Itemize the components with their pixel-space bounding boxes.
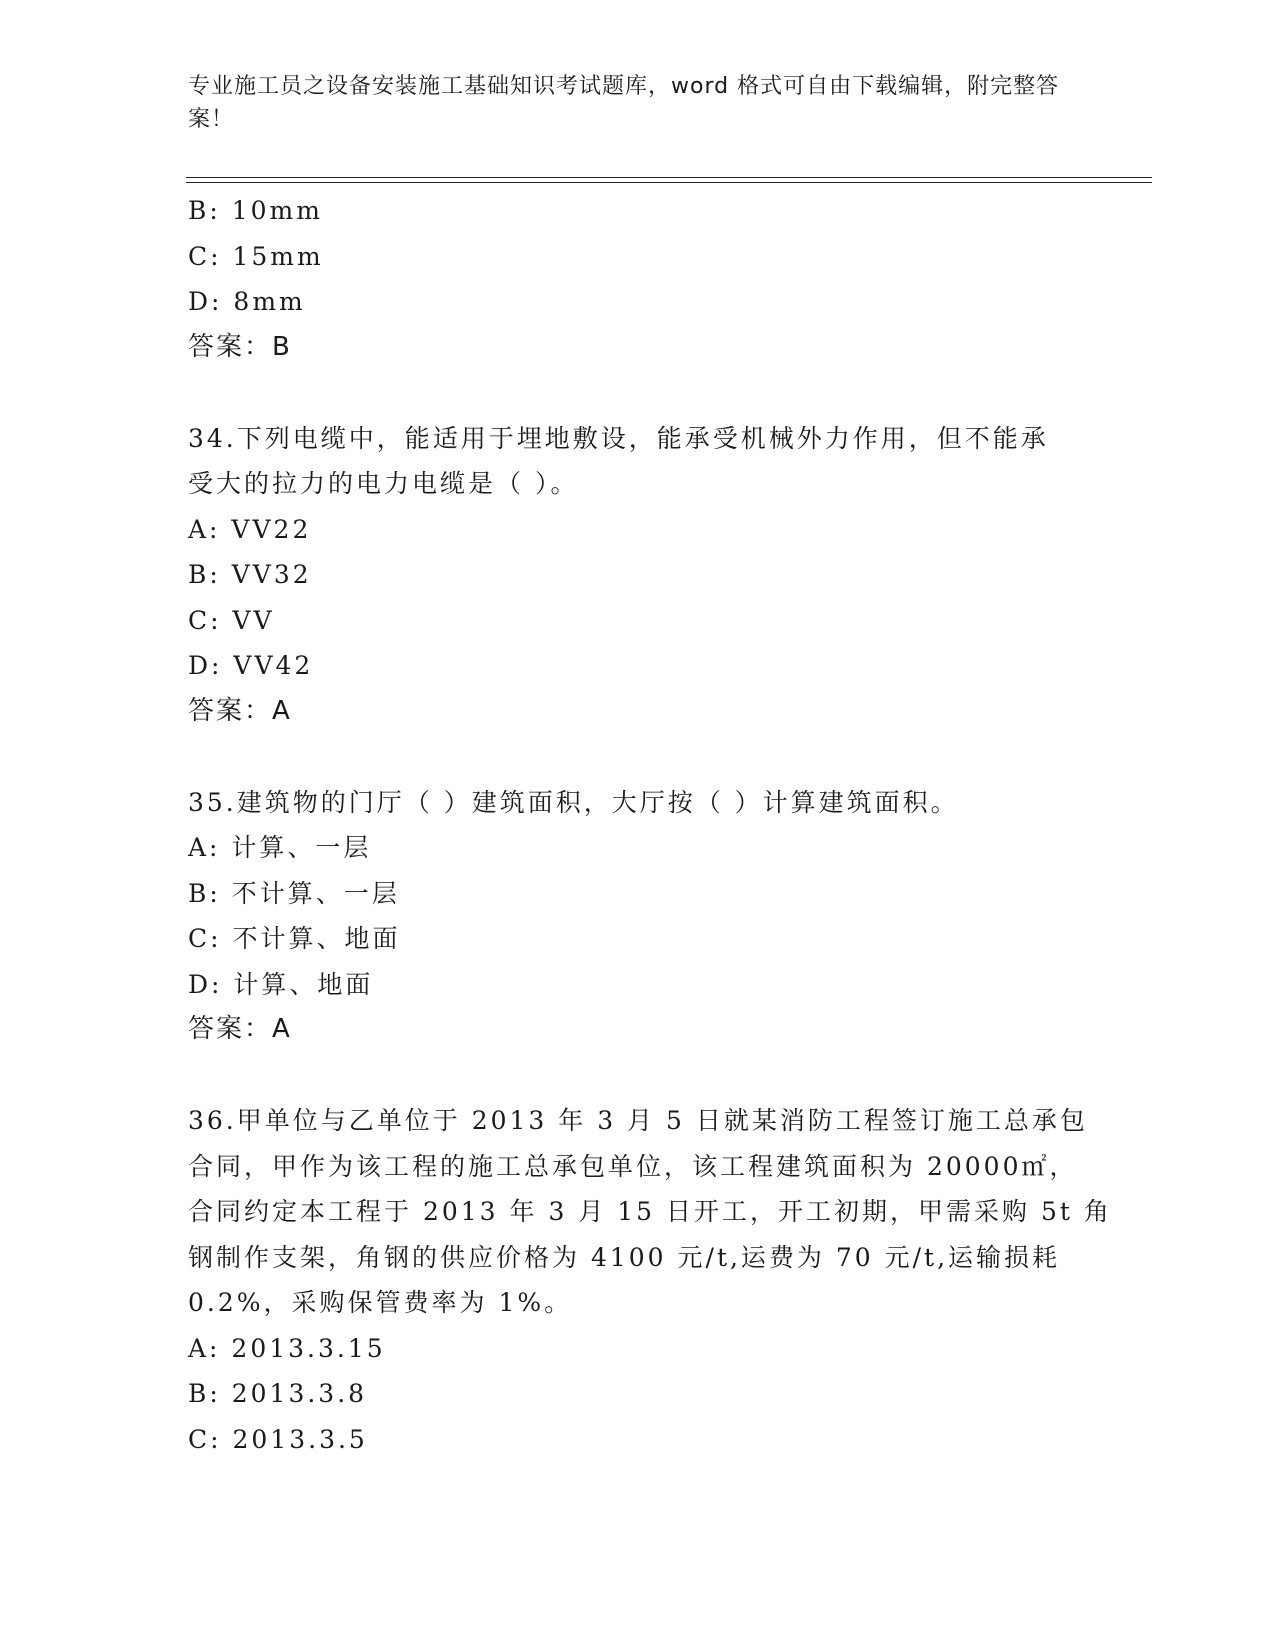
option-c: C: VV [188, 605, 275, 635]
option-c: C: 2013.3.5 [188, 1424, 368, 1454]
question-block-33 [188, 188, 1088, 370]
option-d: D: 8mm [188, 287, 306, 316]
spacer [188, 370, 1088, 416]
question-stem-line: 受大的拉力的电力电缆是（ ）。 [188, 469, 579, 498]
question-stem-line: 34.下列电缆中，能适用于埋地敷设，能承受机械外力作用，但不能承 [188, 423, 1049, 453]
option-b: B: VV32 [188, 560, 312, 589]
question-stem-line: 35.建筑物的门厅（ ）建筑面积，大厅按（ ）计算建筑面积。 [188, 787, 959, 817]
header-rule-top [186, 177, 1152, 178]
option-a: A: 计算、一层 [188, 833, 372, 862]
question-block-34 [188, 416, 1088, 735]
option-c: C: 不计算、地面 [188, 924, 401, 953]
question-stem-line: 合同，甲作为该工程的施工总承包单位，该工程建筑面积为 20000㎡， [188, 1151, 1078, 1181]
question-block-36 [188, 1098, 1112, 1462]
option-d: D: VV42 [188, 651, 314, 680]
answer-line: 答案：A [188, 1014, 292, 1044]
option-d: D: 计算、地面 [188, 969, 374, 999]
option-b: B: 2013.3.8 [188, 1379, 368, 1408]
answer-line: 答案：A [188, 695, 292, 726]
option-a: A: VV22 [188, 514, 312, 544]
option-b: B: 10mm [188, 196, 323, 225]
spacer [188, 1053, 1088, 1099]
question-stem-line: 36.甲单位与乙单位于 2013 年 3 月 5 日就某消防工程签订施工总承包 [188, 1106, 1088, 1135]
question-stem-line: 0.2%，采购保管费率为 1%。 [188, 1288, 573, 1317]
option-b: B: 不计算、一层 [188, 878, 400, 908]
question-block-35 [188, 780, 1088, 1053]
document-header: 专业施工员之设备安装施工基础知识考试题库，word 格式可自由下载编辑，附完整答案！ [188, 74, 1060, 132]
question-stem-line: 合同约定本工程于 2013 年 3 月 15 日开工，开工初期，甲需采购 5t 角 [188, 1197, 1112, 1226]
option-c: C: 15mm [188, 241, 324, 271]
question-stem-line: 钢制作支架，角钢的供应价格为 4100 元/t,运费为 70 元/t,运输损耗 [188, 1242, 1061, 1272]
header-rule-bottom [186, 182, 1152, 183]
spacer [188, 734, 1088, 780]
answer-line: 答案：B [188, 331, 292, 362]
document-body [188, 188, 1112, 1462]
option-a: A: 2013.3.15 [188, 1333, 386, 1363]
